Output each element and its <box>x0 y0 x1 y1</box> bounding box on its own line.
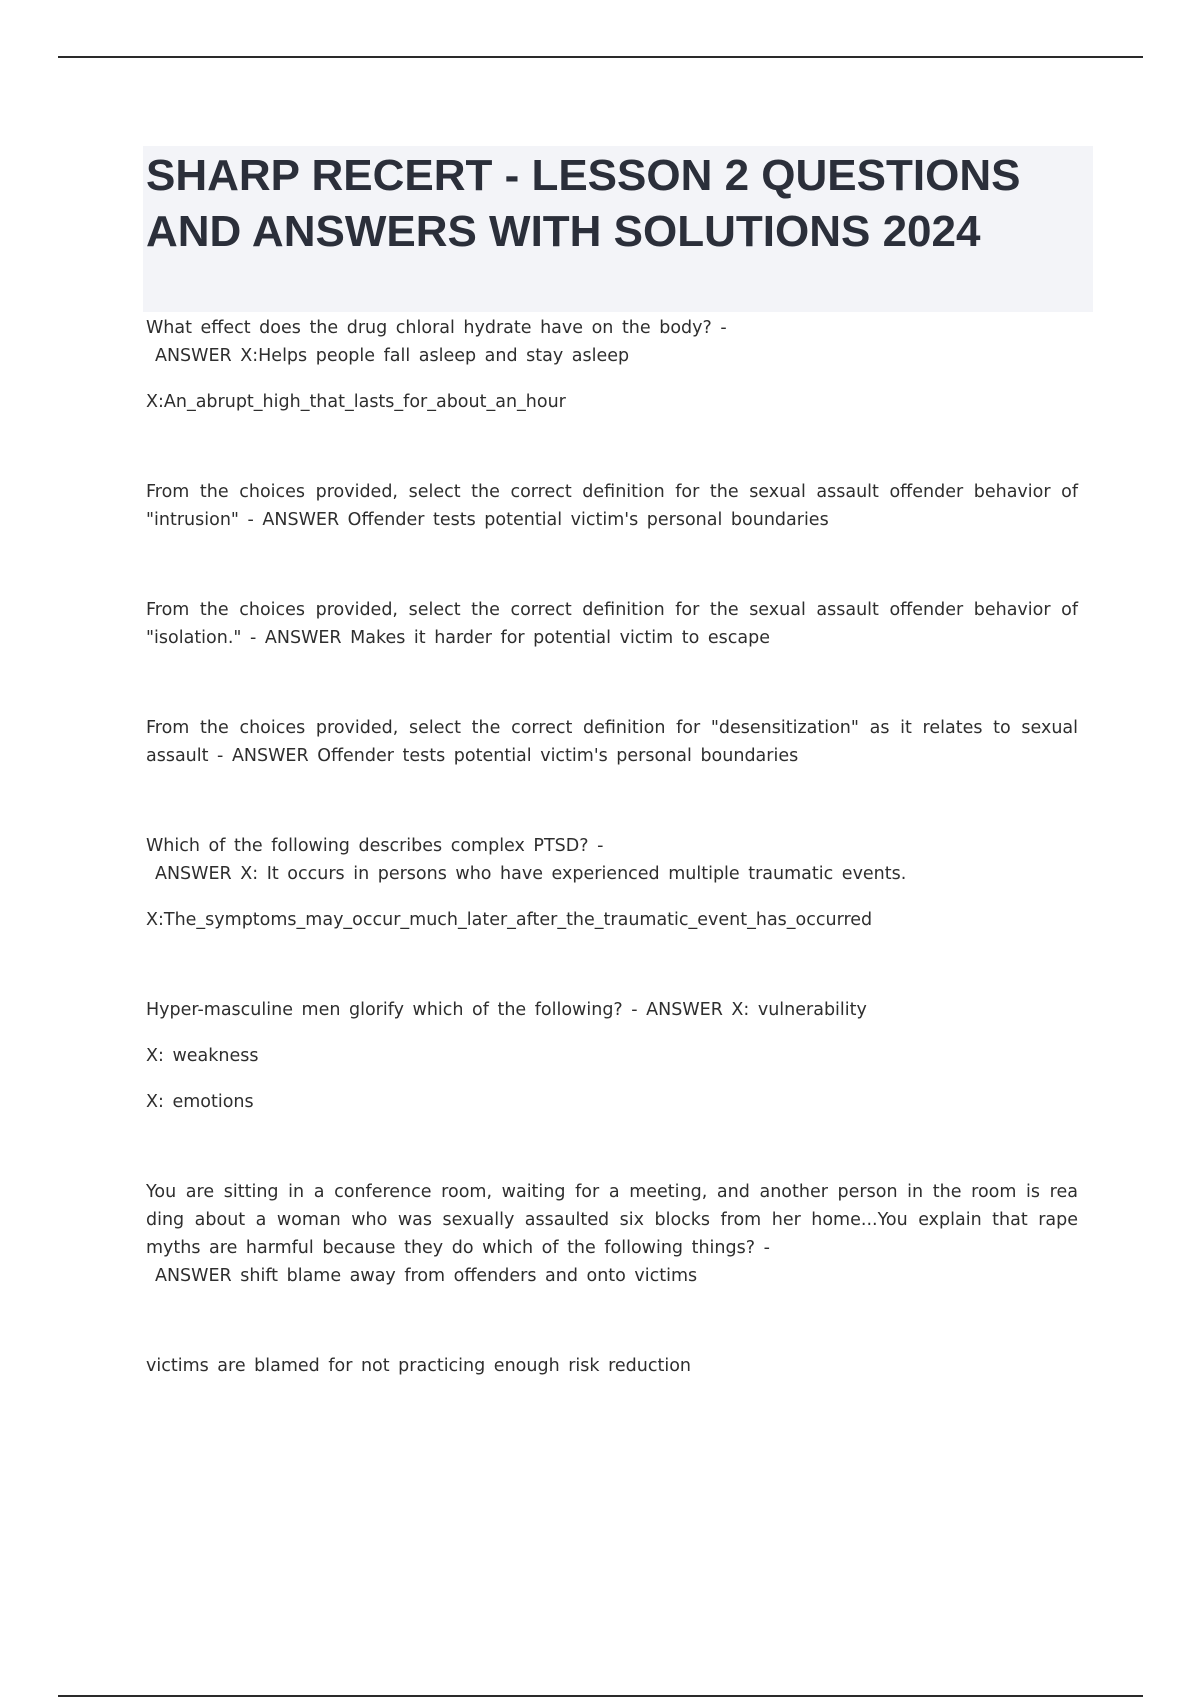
document-body <box>146 314 1078 1380</box>
answer-5: ANSWER X: It occurs in persons who have experienced multiple traumatic events. <box>155 864 907 884</box>
answer-7: ANSWER shift blame away from offenders and onto victims <box>155 1266 698 1286</box>
bottom-rule <box>58 1695 1143 1697</box>
qa-2: From the choices provided, select the correct definition for the sexual assault offender behavior of "intrusion" - ANSWER Offender tests potential victim's personal boundaries <box>146 482 1078 530</box>
question-7: You are sitting in a conference room, waiting for a meeting, and another person in the room is rea ding about a woman who was sexually assaulted six blocks from her home...You explain that rape myths are harmful because they do which of the following things? - <box>146 1182 1078 1258</box>
qa-8: victims are blamed for not practicing enough risk reduction <box>146 1356 692 1376</box>
question-1: What effect does the drug chloral hydrate have on the body? - <box>146 318 727 338</box>
question-6: Hyper-masculine men glorify which of the following? - ANSWER X: vulnerability <box>146 1000 867 1020</box>
qa-4: From the choices provided, select the correct definition for "desensitization" as it relates to sexual assault - ANSWER Offender tests potential victim's personal boundaries <box>146 718 1078 766</box>
option-1a: X:An_abrupt_high_that_lasts_for_about_an_hour <box>146 392 566 412</box>
question-5: Which of the following describes complex PTSD? - <box>146 836 604 856</box>
top-rule <box>58 56 1143 58</box>
option-6a: X: weakness <box>146 1046 259 1066</box>
document-title: SHARP RECERT - LESSON 2 QUESTIONS AND ANSWERS WITH SOLUTIONS 2024 <box>146 151 1021 256</box>
qa-3: From the choices provided, select the correct definition for the sexual assault offender behavior of "isolation." - ANSWER Makes it harder for potential victim to escape <box>146 600 1078 648</box>
answer-1: ANSWER X:Helps people fall asleep and stay asleep <box>155 346 630 366</box>
option-6b: X: emotions <box>146 1092 254 1112</box>
option-5a: X:The_symptoms_may_occur_much_later_after_the_traumatic_event_has_occurred <box>146 910 873 930</box>
